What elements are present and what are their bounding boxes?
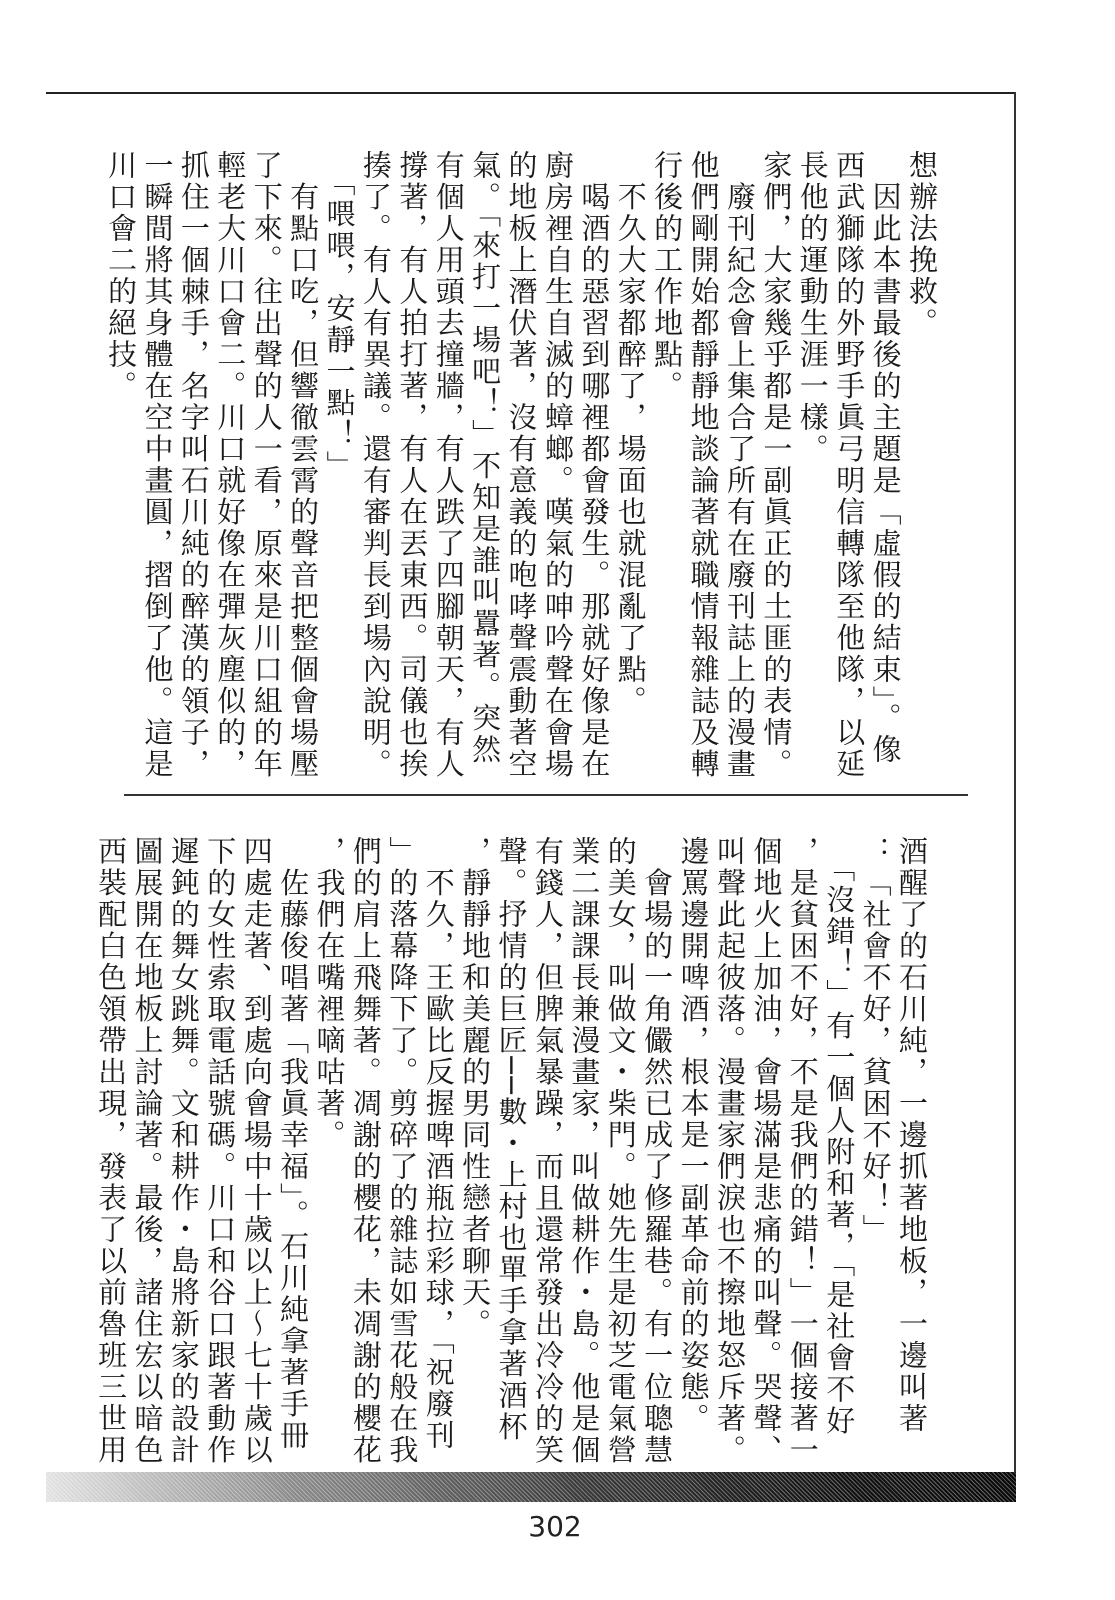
footer-gradient-bar xyxy=(46,1472,1016,1502)
upper-text-block: 想辦法挽救。 因此本書最後的主題是「虛假的結束」。像 西武獅隊的外野手眞弓明信轉隊至他隊，以延 長他的運動生涯一樣。 家們，大家幾乎都是一副眞正的土匪的表情。 廢刊紀念會上集合了所有在廢刊誌上的漫畫 他們剛開始都靜靜地談論著就職情報雜誌及轉 行後的工作地點。 不久大家都醉了，場面也就混亂了點。 喝酒的惡習到哪裡都會發生。那就好像是在 廚房裡自生自滅的蟑螂。嘆氣的呻吟聲在會場 的地板上潛伏著，沒有意義的咆哮聲震動著空 氣。「來打一場吧！」不知是誰叫囂著。突然 有個人用頭去撞牆，有人跌了四腳朝天，有人 撐著，有人拍打著，有人在丟東西。司儀也挨 揍了。有人有異議。還有審判長到場內說明。 「喂喂，安靜一點！」 有點口吃，但響徹雲霄的聲音把整個會場壓 了下來。往出聲的人一看，原來是川口組的年 輕老大川口會二。川口就好像在彈灰塵似的， 抓住一個棘手，名字叫石川純的醉漢的領子， 一瞬間將其身體在空中畫圓，摺倒了他。這是 川口會二的絕技。 xyxy=(104,150,939,780)
page-number: 302 xyxy=(528,1510,582,1543)
section-divider xyxy=(124,794,968,796)
lower-text-block: 酒醒了的石川純，一邊抓著地板，一邊叫著 ：「社會不好，貧困不好！」 「沒錯！」有一個人附和著，「是社會不好 ，是貧困不好，不是我們的錯！」一個接著一 個地火上加油，會場滿是悲痛的叫聲。哭聲、 叫聲此起彼落。漫畫家們淚也不擦地怒斥著。 邊罵邊開啤酒，根本是一副革命前的姿態。 會場的一角儼然已成了修羅巷。有一位聰慧 的美女，叫做文・柴門。她先生是初芝電氣營 業二課課長兼漫畫家，叫做耕作・島。他是個 有錢人，但脾氣暴躁，而且還常發出冷冷的笑 聲。抒情的巨匠──數・上村也單手拿著酒杯 ，靜靜地和美麗的男同性戀者聊天。 不久，王歐比反握啤酒瓶拉彩球，「祝廢刊 」的落幕降下了。剪碎了的雜誌如雪花般在我 們的肩上飛舞著。凋謝的櫻花，未凋謝的櫻花 ，我們在嘴裡嘀咕著。 佐藤俊唱著「我眞幸福」。石川純拿著手冊 四處走著、到處向會場中十歲以上～七十歲以 下的女性索取電話號碼。川口和谷口跟著動作 遲鈍的舞女跳舞。文和耕作・島將新家的設計 圖展開在地板上討論著。最後，諸住宏以暗色 西裝配白色領帶出現，發表了以前魯班三世用 xyxy=(94,836,929,1466)
page-frame-top-rule xyxy=(46,92,1016,94)
page-frame-right-rule xyxy=(1014,92,1016,1502)
